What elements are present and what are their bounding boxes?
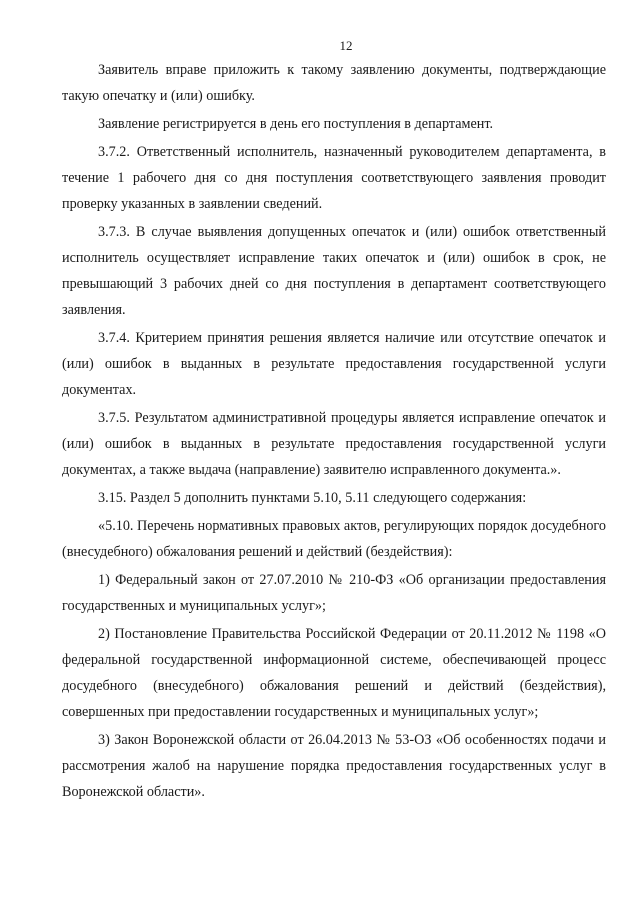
paragraph-5-10: «5.10. Перечень нормативных правовых актов, регулирующих порядок досудебного (внесудебного) обжалования решений и действий (бездействия): <box>62 518 606 560</box>
paragraph-registration: Заявление регистрируется в день его поступления в департамент. <box>98 116 494 132</box>
paragraph-3-7-4: 3.7.4. Критерием принятия решения является наличие или отсутствие опечаток и (или) ошибок в выданных в результате предоставления государственной услуги документах. <box>62 330 606 398</box>
paragraph-applicant-attach: Заявитель вправе приложить к такому заявлению документы, подтверждающие такую опечатку и (или) ошибку. <box>62 62 606 104</box>
list-item-government-decree: 2) Постановление Правительства Российской Федерации от 20.11.2012 № 1198 «О федеральной государственной информационной системе, обеспечивающей процесс досудебного (внесудебного) обжалования решений и действий (бездействия), совершенных при предоставлении государственных и муниципальных услуг»; <box>62 626 606 720</box>
page-number: 12 <box>339 38 353 53</box>
paragraph-3-15: 3.15. Раздел 5 дополнить пунктами 5.10, 5.11 следующего содержания: <box>98 490 527 506</box>
list-item-voronezh-law: 3) Закон Воронежской области от 26.04.2013 № 53-ОЗ «Об особенностях подачи и рассмотрения жалоб на нарушение порядка предоставления государственных услуг в Воронежской области». <box>62 732 606 800</box>
paragraph-3-7-3: 3.7.3. В случае выявления допущенных опечаток и (или) ошибок ответственный исполнитель осуществляет исправление таких опечаток и (или) ошибок в срок, не превышающий 3 рабочих дней со дня поступления в департамент соответствующего заявления. <box>62 224 606 318</box>
list-item-federal-law: 1) Федеральный закон от 27.07.2010 № 210-ФЗ «Об организации предоставления государственных и муниципальных услуг»; <box>62 572 606 614</box>
paragraph-3-7-2: 3.7.2. Ответственный исполнитель, назначенный руководителем департамента, в течение 1 рабочего дня со дня поступления соответствующего заявления проводит проверку указанных в заявлении сведений. <box>62 144 606 212</box>
paragraph-3-7-5: 3.7.5. Результатом административной процедуры является исправление опечаток и (или) ошибок в выданных в результате предоставления государственной услуги документах, а также выдача (направление) заявителю исправленного документа.». <box>62 410 606 478</box>
